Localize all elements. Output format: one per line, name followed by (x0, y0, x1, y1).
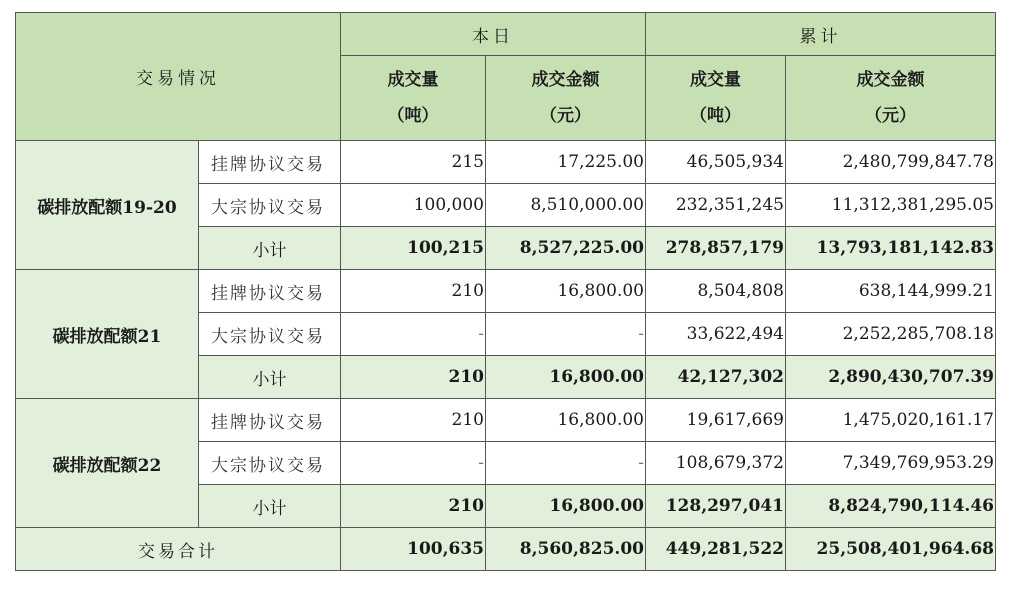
today-volume: 210 (341, 485, 486, 528)
cum-amount: 1,475,020,161.17 (786, 399, 996, 442)
cum-amount: 25,508,401,964.68 (786, 528, 996, 571)
volume-label: 成交量 (690, 69, 741, 90)
trade-type: 挂牌协议交易 (199, 399, 341, 442)
trade-situation-header: 交易情况 (16, 13, 341, 141)
amount-label: 成交金额 (856, 69, 925, 90)
today-header: 本日 (341, 13, 646, 56)
trade-type: 大宗协议交易 (199, 442, 341, 485)
today-volume: - (341, 442, 486, 485)
today-volume-header (341, 56, 486, 141)
amount-unit: （元） (540, 106, 591, 126)
cum-amount: 638,144,999.21 (786, 270, 996, 313)
today-amount: 16,800.00 (486, 399, 646, 442)
trade-type: 大宗协议交易 (199, 313, 341, 356)
cum-amount: 2,252,285,708.18 (786, 313, 996, 356)
header-row-top (16, 13, 996, 56)
cum-volume: 42,127,302 (646, 356, 786, 399)
trade-type: 挂牌协议交易 (199, 141, 341, 184)
group-label: 碳排放配额21 (16, 270, 199, 399)
today-amount: 8,510,000.00 (486, 184, 646, 227)
cumulative-header: 累计 (646, 13, 996, 56)
cum-amount: 11,312,381,295.05 (786, 184, 996, 227)
volume-unit: （吨） (387, 106, 439, 126)
cum-volume: 46,505,934 (646, 141, 786, 184)
today-volume: 100,000 (341, 184, 486, 227)
subtotal-label: 小计 (199, 356, 341, 399)
cum-amount: 2,480,799,847.78 (786, 141, 996, 184)
cum-amount: 8,824,790,114.46 (786, 485, 996, 528)
table-row (16, 399, 996, 442)
cum-amount: 2,890,430,707.39 (786, 356, 996, 399)
trade-type: 大宗协议交易 (199, 184, 341, 227)
today-volume: 210 (341, 270, 486, 313)
today-amount: 8,527,225.00 (486, 227, 646, 270)
today-volume: 210 (341, 399, 486, 442)
table-row (16, 141, 996, 184)
volume-label: 成交量 (387, 69, 439, 90)
today-volume: 100,635 (341, 528, 486, 571)
subtotal-label: 小计 (199, 227, 341, 270)
group-label: 碳排放配额19-20 (16, 141, 199, 270)
table-row (16, 270, 996, 313)
cum-volume: 232,351,245 (646, 184, 786, 227)
today-amount: 8,560,825.00 (486, 528, 646, 571)
cum-volume: 108,679,372 (646, 442, 786, 485)
cum-volume: 8,504,808 (646, 270, 786, 313)
today-volume: 215 (341, 141, 486, 184)
today-volume: - (341, 313, 486, 356)
today-amount: 16,800.00 (486, 270, 646, 313)
subtotal-label: 小计 (199, 485, 341, 528)
cum-amount: 13,793,181,142.83 (786, 227, 996, 270)
volume-unit: （吨） (690, 106, 741, 126)
today-volume: 210 (341, 356, 486, 399)
amount-unit: （元） (865, 106, 916, 126)
today-amount: - (486, 442, 646, 485)
today-amount-header (486, 56, 646, 141)
today-amount: 17,225.00 (486, 141, 646, 184)
total-label: 交易合计 (16, 528, 341, 571)
today-amount: 16,800.00 (486, 485, 646, 528)
trade-type: 挂牌协议交易 (199, 270, 341, 313)
cum-volume-header (646, 56, 786, 141)
amount-label: 成交金额 (531, 69, 600, 90)
cum-volume: 19,617,669 (646, 399, 786, 442)
today-volume: 100,215 (341, 227, 486, 270)
cum-amount: 7,349,769,953.29 (786, 442, 996, 485)
cum-volume: 128,297,041 (646, 485, 786, 528)
cum-volume: 33,622,494 (646, 313, 786, 356)
cum-volume: 278,857,179 (646, 227, 786, 270)
today-amount: - (486, 313, 646, 356)
cum-amount-header (786, 56, 996, 141)
today-amount: 16,800.00 (486, 356, 646, 399)
cum-volume: 449,281,522 (646, 528, 786, 571)
group-label: 碳排放配额22 (16, 399, 199, 528)
total-row (16, 528, 996, 571)
trading-summary-table (15, 12, 996, 571)
